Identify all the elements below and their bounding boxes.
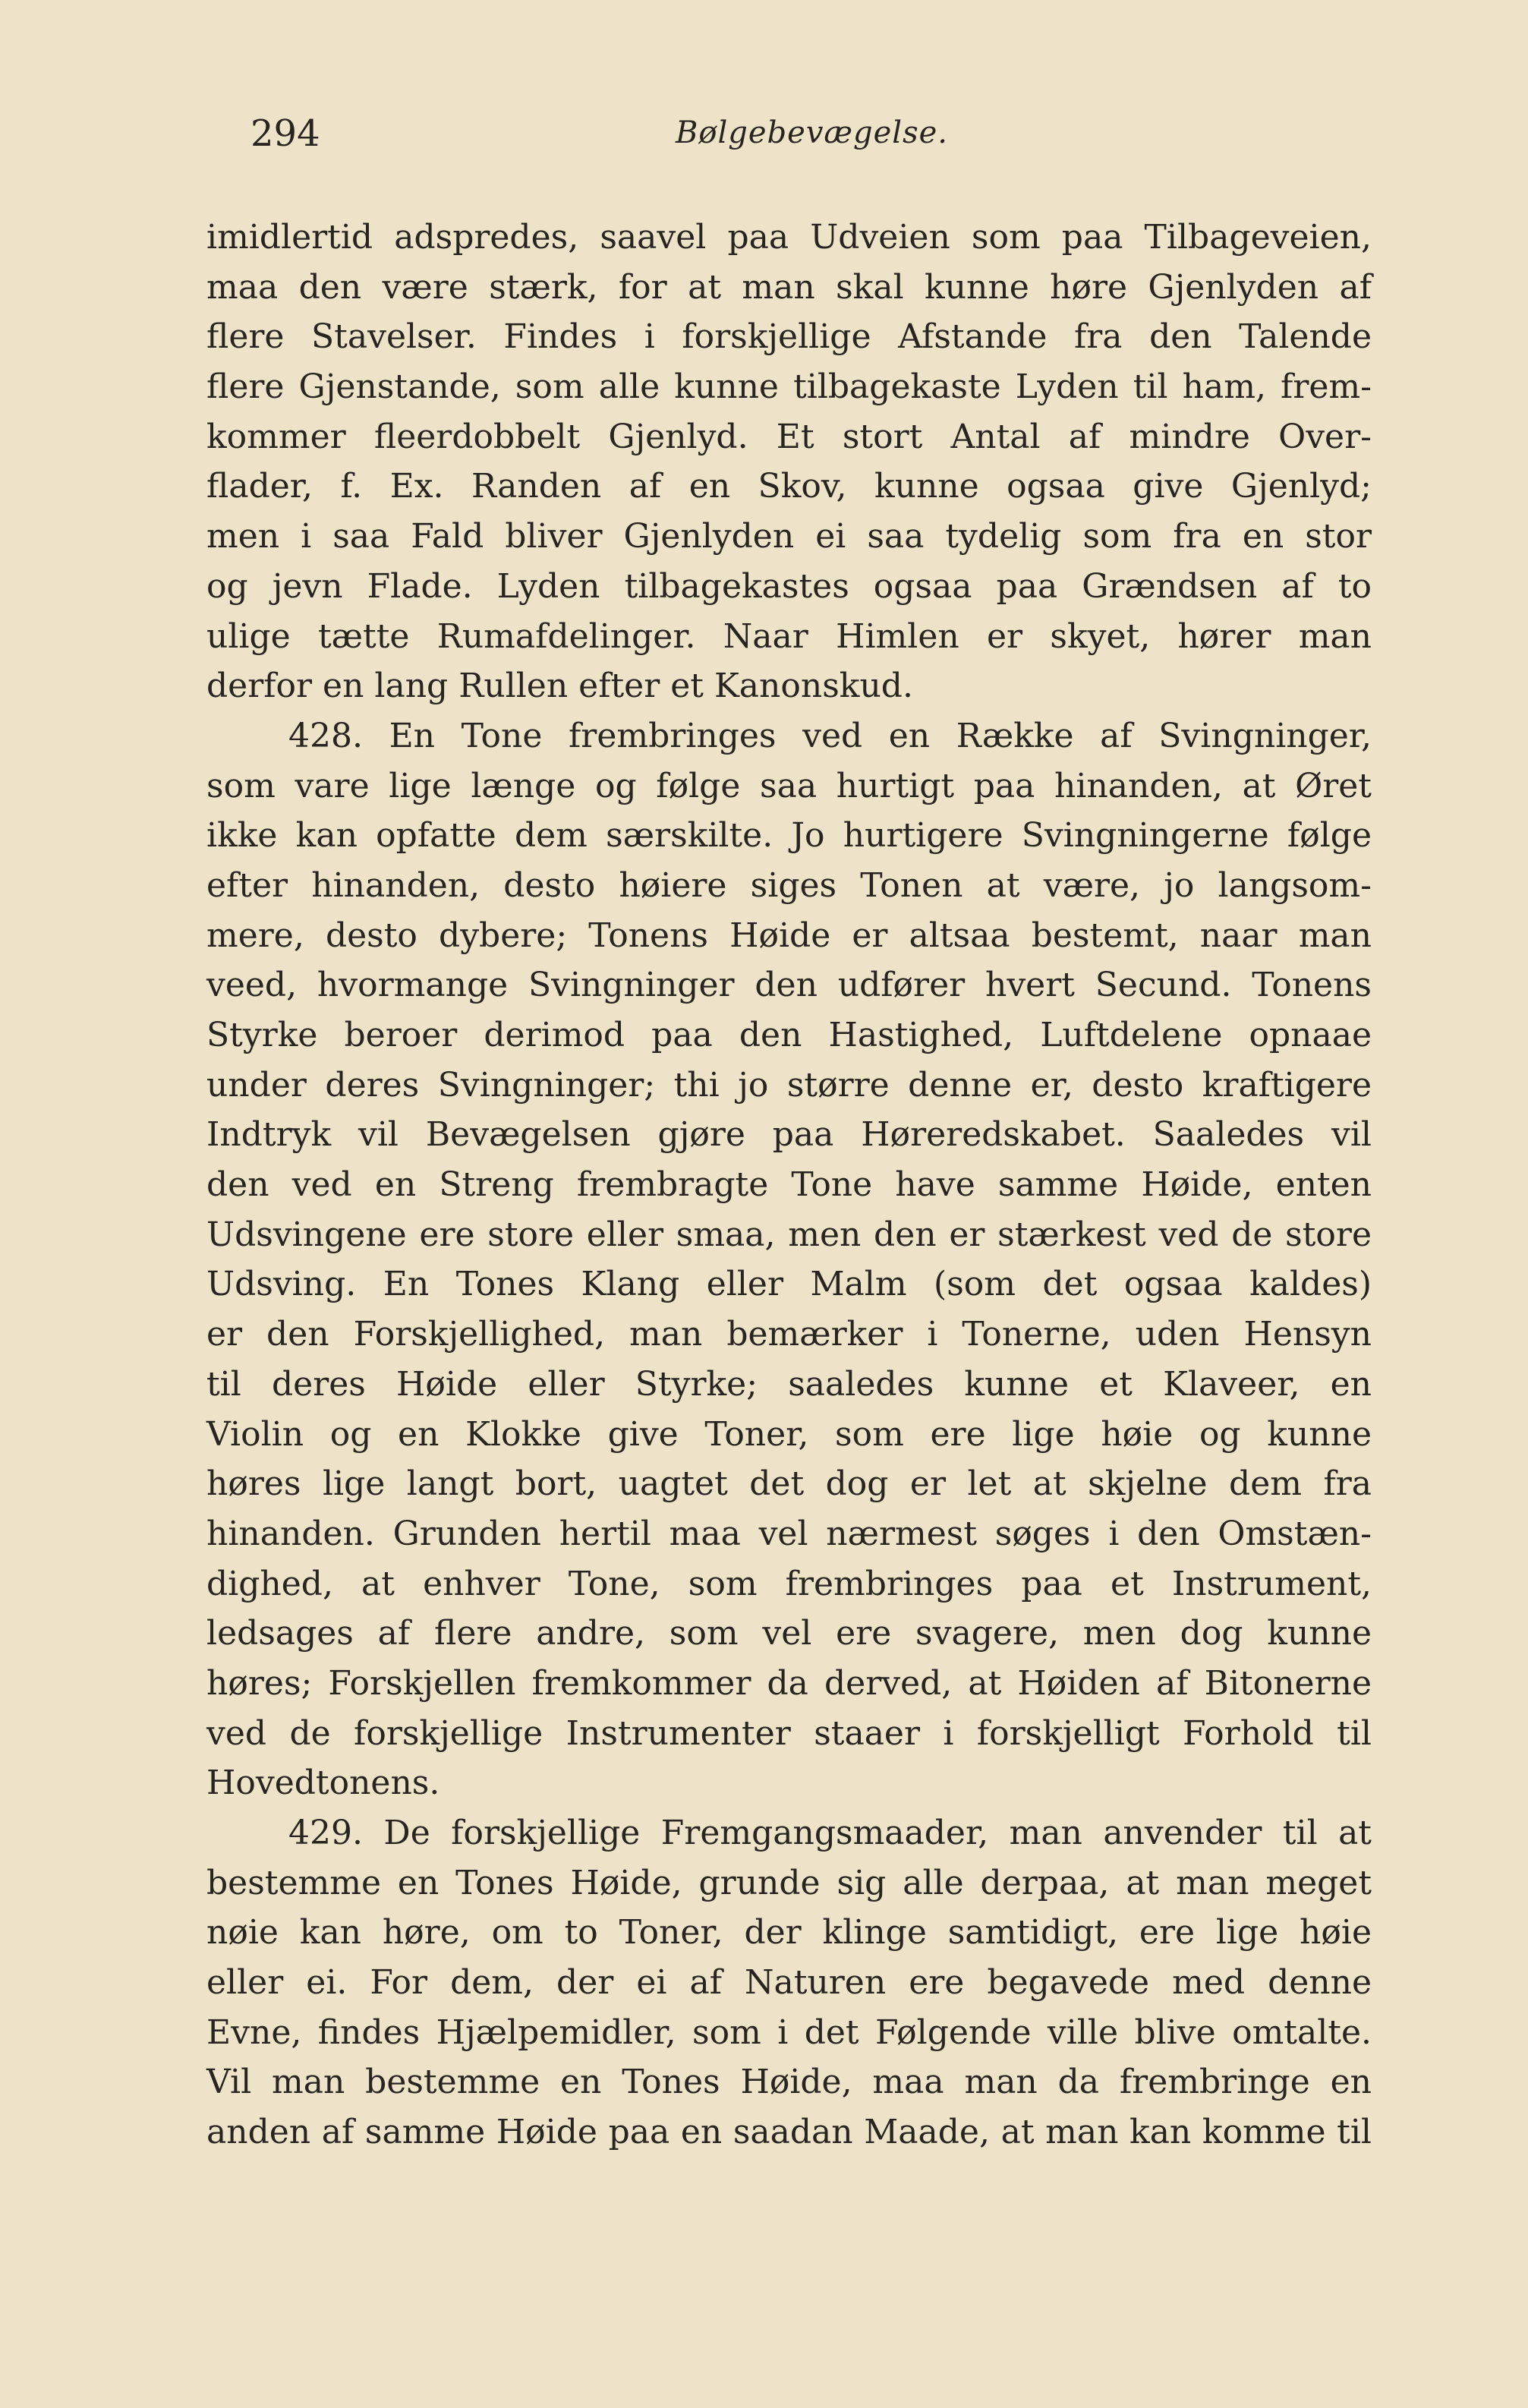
text-line: veed, hvormange Svingninger den udfører hvert Secund. Tonens — [206, 966, 1372, 1005]
text-line: Udsving. En Tones Klang eller Malm (som det ogsaa kaldes) — [206, 1265, 1372, 1304]
text-line: dighed, at enhver Tone, som frembringes paa et Instrument, — [206, 1564, 1372, 1603]
text-line: ikke kan opfatte dem særskilte. Jo hurtigere Svingningerne følge — [206, 816, 1372, 856]
text-line: Indtryk vil Bevægelsen gjøre paa Høreredskabet. Saaledes vil — [206, 1115, 1372, 1155]
text-line: 429. De forskjellige Fremgangsmaader, man anvender til at — [288, 1814, 1372, 1852]
text-line: flere Gjenstande, som alle kunne tilbagekaste Lyden til ham, frem- — [206, 367, 1372, 407]
text-line: høres; Forskjellen fremkommer da derved, at Høiden af Bitonerne — [206, 1663, 1372, 1703]
text-line: hinanden. Grunden hertil maa vel nærmest søges i den Omstæn- — [206, 1514, 1372, 1553]
text-line: maa den være stærk, for at man skal kunne høre Gjenlyden af — [206, 267, 1372, 307]
text-line: Udsvingene ere store eller smaa, men den er stærkest ved de store — [206, 1215, 1372, 1254]
text-line: den ved en Streng frembragte Tone have samme Høide, enten — [206, 1165, 1372, 1205]
text-line: efter hinanden, desto høiere siges Tonen at være, jo langsom- — [206, 865, 1372, 905]
text-line: anden af samme Høide paa en saadan Maade, at man kan komme til — [206, 2113, 1372, 2152]
page-header — [209, 112, 1374, 165]
text-line: og jevn Flade. Lyden tilbagekastes ogsaa paa Grændsen af to — [206, 566, 1372, 606]
text-line: Styrke beroer derimod paa den Hastighed, Luftdelene opnaae — [206, 1016, 1372, 1054]
text-line: er den Forskjellighed, man bemærker i Tonerne, uden Hensyn — [206, 1315, 1372, 1354]
text-line: flader, f. Ex. Randen af en Skov, kunne ogsaa give Gjenlyd; — [206, 467, 1372, 506]
text-line: eller ei. For dem, der ei af Naturen ere begavede med denne — [206, 1963, 1372, 2003]
text-line: 428. En Tone frembringes ved en Række af Svingninger, — [288, 716, 1372, 755]
text-line: ledsages af flere andre, som vel ere svagere, men dog kunne — [206, 1614, 1372, 1653]
text-line: nøie kan høre, om to Toner, der klinge samtidigt, ere lige høie — [206, 1913, 1372, 1953]
text-line: derfor en lang Rullen efter et Kanonskud. — [206, 667, 913, 706]
text-line: høres lige langt bort, uagtet det dog er let at skjelne dem fra — [206, 1464, 1372, 1504]
text-line: kommer fleerdobbelt Gjenlyd. Et stort Antal af mindre Over- — [206, 417, 1372, 456]
text-line: men i saa Fald bliver Gjenlyden ei saa tydelig som fra en stor — [206, 517, 1372, 556]
text-line: Evne, findes Hjælpemidler, som i det Følgende ville blive omtalte. — [206, 2012, 1372, 2052]
text-line: bestemme en Tones Høide, grunde sig alle derpaa, at man meget — [206, 1863, 1372, 1902]
body-text — [206, 213, 1372, 2157]
text-line: imidlertid adspredes, saavel paa Udveien som paa Tilbageveien, — [206, 218, 1372, 257]
text-line: flere Stavelser. Findes i forskjellige Afstande fra den Talende — [206, 317, 1372, 357]
text-line: Vil man bestemme en Tones Høide, maa man da frembringe en — [206, 2063, 1372, 2102]
text-line: som vare lige længe og følge saa hurtigt paa hinanden, at Øret — [206, 766, 1372, 805]
text-line: Hovedtonens. — [206, 1763, 440, 1803]
page-number: 294 — [250, 112, 320, 155]
text-line: under deres Svingninger; thi jo større denne er, desto kraftigere — [206, 1065, 1372, 1105]
text-line: Violin og en Klokke give Toner, som ere lige høie og kunne — [206, 1414, 1372, 1454]
text-line: ved de forskjellige Instrumenter staaer i forskjelligt Forhold til — [206, 1713, 1372, 1753]
text-line: mere, desto dybere; Tonens Høide er altsaa bestemt, naar man — [206, 916, 1372, 955]
text-line: ulige tætte Rumafdelinger. Naar Himlen er skyet, hører man — [206, 616, 1372, 656]
running-title: Bølgebevægelse. — [676, 115, 949, 150]
text-line: til deres Høide eller Styrke; saaledes kunne et Klaveer, en — [206, 1364, 1372, 1404]
